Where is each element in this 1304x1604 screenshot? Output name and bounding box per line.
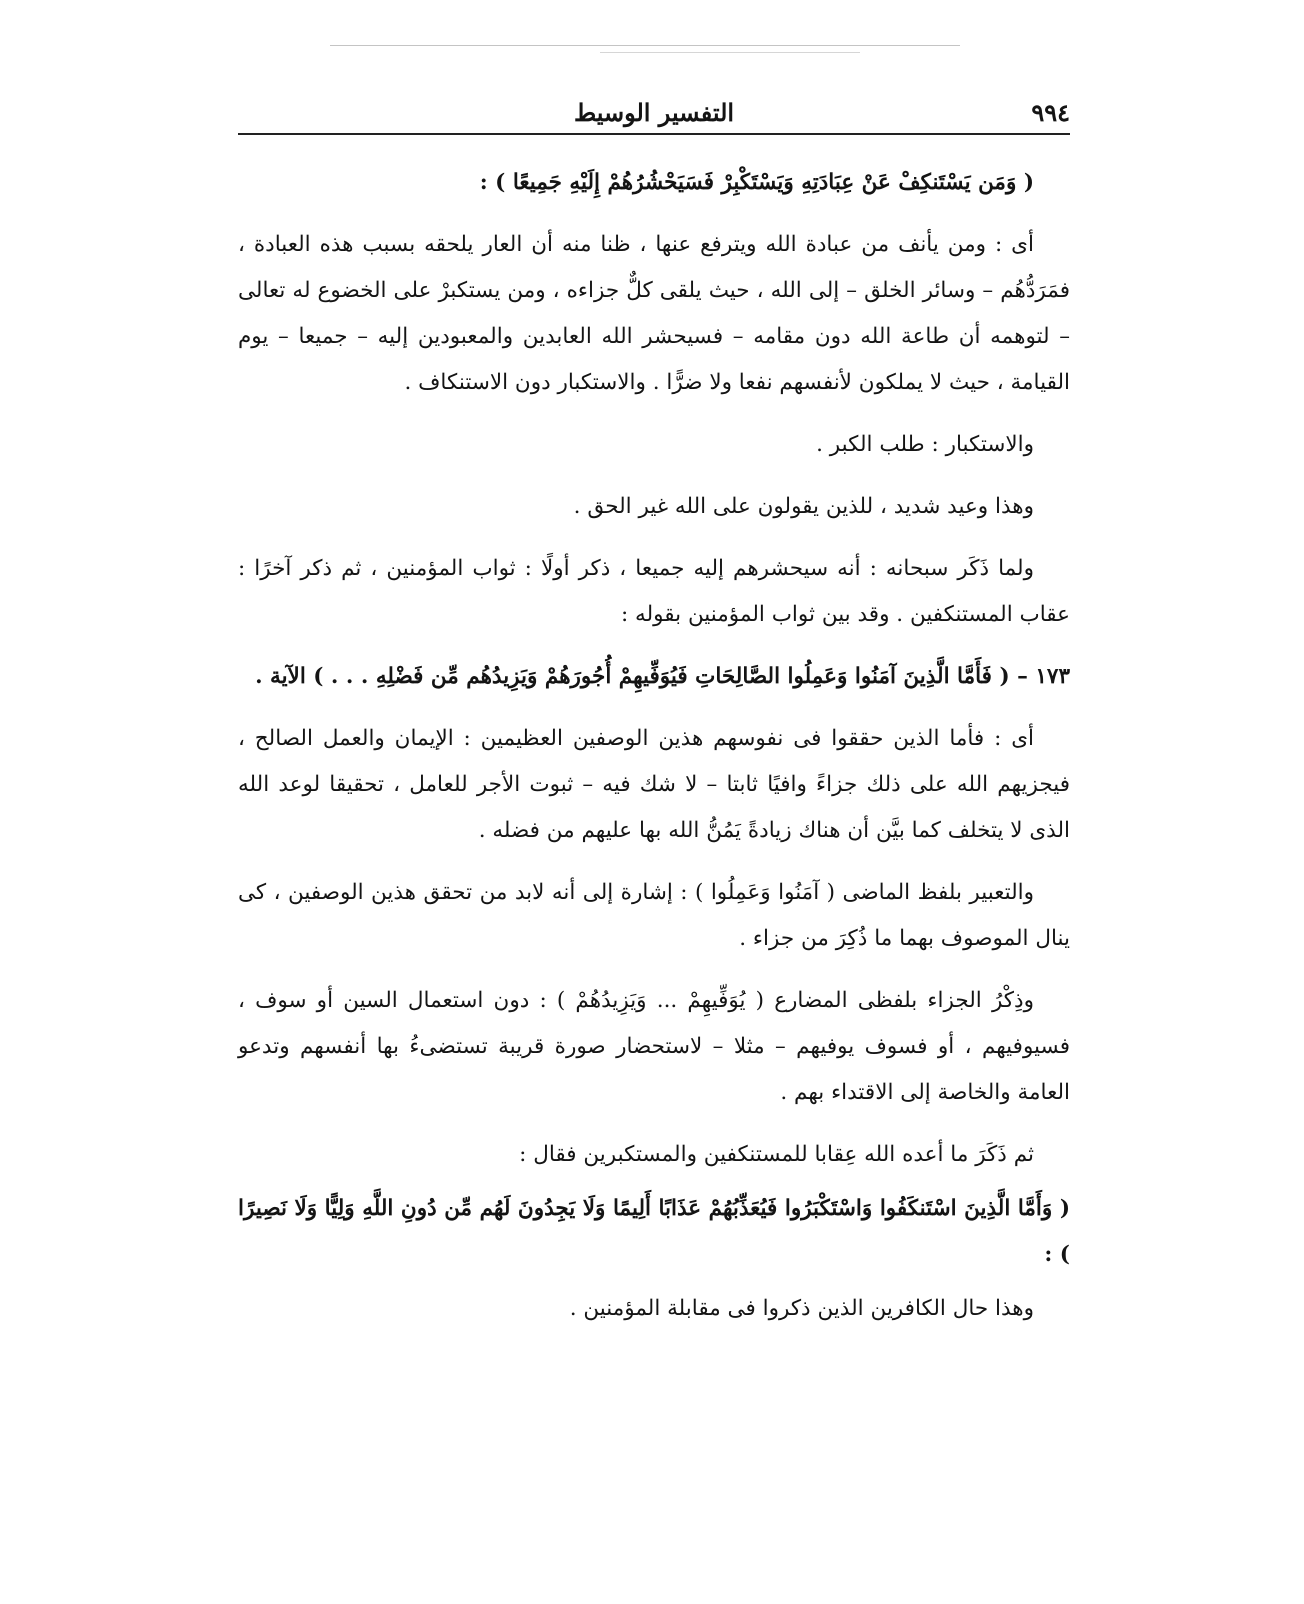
page-header — [238, 92, 1070, 136]
quranic-verse: ١٧٣ – ( فَأَمَّا الَّذِينَ آمَنُوا وَعَمِلُوا الصَّالِحَاتِ فَيُوَفِّيهِمْ أُجُورَهُمْ وَيَزِيدُهُم مِّن فَضْلِهِ . . . ) الآية . — [255, 664, 1070, 689]
paragraph: والتعبير بلفظ الماضى ( آمَنُوا وَعَمِلُوا ) : إشارة إلى أنه لابد من تحقق هذين الوصفين ، كى ينال الموصوف بهما ما ذُكِرَ من جزاء . — [238, 880, 1070, 951]
quranic-verse: ( وَأَمَّا الَّذِينَ اسْتَنكَفُوا وَاسْتَكْبَرُوا فَيُعَذِّبُهُمْ عَذَابًا أَلِيمًا وَلَا يَجِدُونَ لَهُم مِّن دُونِ اللَّهِ وَلِيًّا وَلَا نَصِيرًا ) : — [238, 1196, 1070, 1267]
paragraph: وذِكْرُ الجزاء بلفظى المضارع ( يُوَفِّيهِمْ ... وَيَزِيدُهُمْ ) : دون استعمال السين أو سوف ، فسيوفيهم ، أو فسوف يوفيهم – مثلا – لاستحضار صورة قريبة تستضىءُ بها أنفسهم وتدعو العامة والخاصة إلى الاقتداء بهم . — [238, 988, 1070, 1105]
paragraph: ولما ذَكَر سبحانه : أنه سيحشرهم إليه جميعا ، ذكر أولًا : ثواب المؤمنين ، ثم ذكر آخرًا : عقاب المستنكفين . وقد بين ثواب المؤمنين بقوله : — [238, 556, 1070, 627]
paragraph: وهذا وعيد شديد ، للذين يقولون على الله غير الحق . — [573, 494, 1034, 519]
page-number: ٩٩٤ — [1031, 98, 1070, 127]
paragraph: والاستكبار : طلب الكبر . — [816, 432, 1034, 457]
page-body — [238, 160, 1070, 1348]
scan-artifact-line — [600, 52, 860, 53]
paragraph: ثم ذَكَرَ ما أعده الله عِقابا للمستنكفين والمستكبرين فقال : — [519, 1142, 1034, 1167]
quranic-verse: ( وَمَن يَسْتَنكِفْ عَنْ عِبَادَتِهِ وَيَسْتَكْبِرْ فَسَيَحْشُرُهُمْ إِلَيْهِ جَمِيعًا ) : — [479, 170, 1034, 195]
header-rule — [238, 133, 1070, 135]
scan-artifact-line — [330, 45, 960, 46]
running-title: التفسير الوسيط — [573, 98, 735, 127]
paragraph: وهذا حال الكافرين الذين ذكروا فى مقابلة المؤمنين . — [569, 1296, 1034, 1321]
paragraph: أى : فأما الذين حققوا فى نفوسهم هذين الوصفين العظيمين : الإيمان والعمل الصالح ، فيجزيهم الله على ذلك جزاءً وافيًا ثابتا – لا شك فيه – ثبوت الأجر للعامل ، تحقيقا لوعد الله الذى لا يتخلف كما بيَّن أن هناك زيادةً يَمُنُّ الله بها عليهم من فضله . — [238, 726, 1070, 843]
paragraph: أى : ومن يأنف من عبادة الله ويترفع عنها ، ظنا منه أن العار يلحقه بسبب هذه العبادة ، فمَرَدُّهُم – وسائر الخلق – إلى الله ، حيث يلقى كلٌّ جزاءه ، ومن يستكبرْ على الخضوع له تعالى – لتوهمه أن طاعة الله دون مقامه – فسيحشر الله العابدين والمعبودين إليه – جميعا – يوم القيامة ، حيث لا يملكون لأنفسهم نفعا ولا ضرًّا . والاستكبار دون الاستنكاف . — [238, 232, 1070, 395]
